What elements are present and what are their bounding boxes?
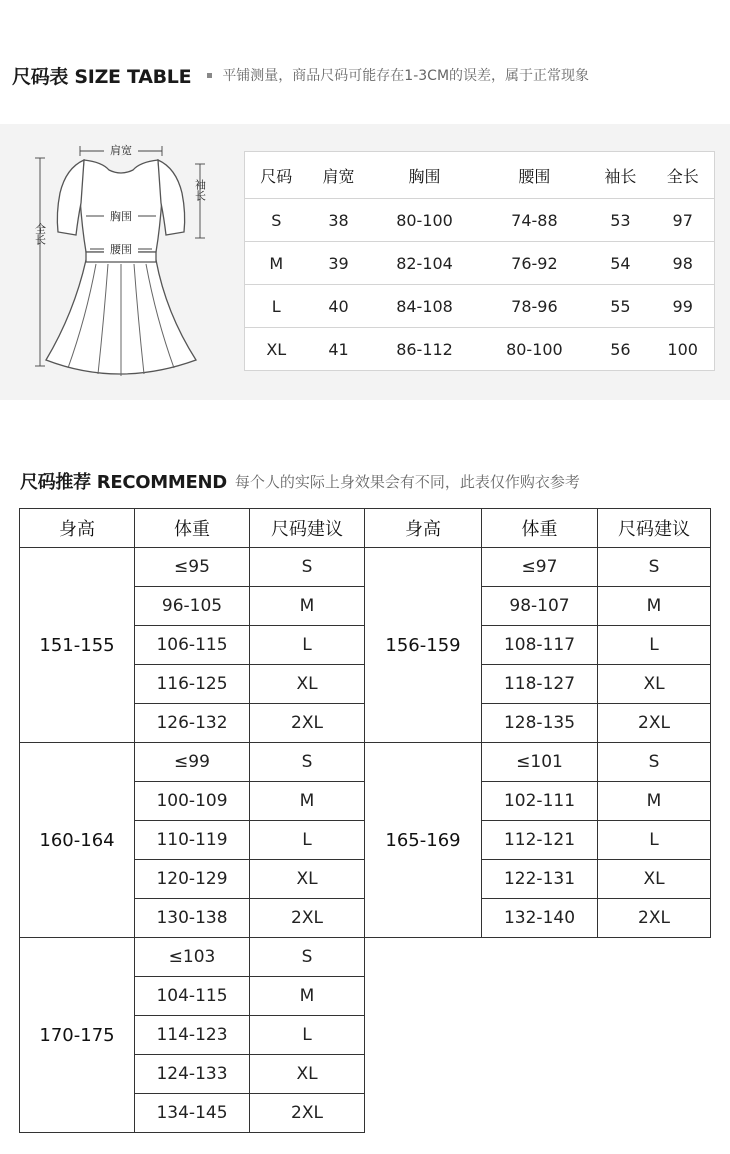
weight-cell: 134-145 bbox=[135, 1094, 250, 1133]
cell: 99 bbox=[651, 285, 714, 328]
recommend-header-row bbox=[20, 509, 711, 548]
recommend-note: 每个人的实际上身效果会有不同，此表仅作购衣参考 bbox=[234, 472, 580, 491]
recommend-header bbox=[20, 466, 580, 496]
size-cell: M bbox=[598, 782, 711, 821]
size-cell: L bbox=[598, 821, 711, 860]
cell: 76-92 bbox=[479, 242, 589, 285]
recommend-table bbox=[19, 508, 711, 1133]
cell: 86-112 bbox=[370, 328, 480, 371]
cell: 78-96 bbox=[479, 285, 589, 328]
size-table-note: 平铺测量，商品尺码可能存在1-3CM的误差，属于正常现象 bbox=[222, 68, 590, 84]
size-table-header bbox=[12, 60, 589, 90]
empty-area bbox=[365, 938, 711, 1133]
header-cell: 肩宽 bbox=[308, 152, 370, 199]
size-cell: L bbox=[598, 626, 711, 665]
size-cell: 2XL bbox=[250, 1094, 365, 1133]
weight-cell: 96-105 bbox=[135, 587, 250, 626]
header-cell: 尺码 bbox=[245, 152, 308, 199]
size-cell: S bbox=[250, 938, 365, 977]
size-row bbox=[245, 285, 715, 328]
weight-cell: ≤97 bbox=[482, 548, 598, 587]
weight-cell: 104-115 bbox=[135, 977, 250, 1016]
weight-cell: ≤95 bbox=[135, 548, 250, 587]
header-cell: 身高 bbox=[20, 509, 135, 548]
cell: 39 bbox=[308, 242, 370, 285]
cell: XL bbox=[245, 328, 308, 371]
dress-diagram bbox=[24, 138, 210, 388]
cell: 56 bbox=[589, 328, 651, 371]
header-cell: 尺码建议 bbox=[598, 509, 711, 548]
recommend-title: 尺码推荐 RECOMMEND bbox=[20, 472, 227, 493]
height-cell: 165-169 bbox=[365, 743, 482, 938]
size-cell: M bbox=[250, 782, 365, 821]
weight-cell: ≤99 bbox=[135, 743, 250, 782]
size-cell: XL bbox=[250, 860, 365, 899]
weight-cell: 132-140 bbox=[482, 899, 598, 938]
weight-cell: ≤103 bbox=[135, 938, 250, 977]
header-cell: 腰围 bbox=[479, 152, 589, 199]
weight-cell: 110-119 bbox=[135, 821, 250, 860]
cell: 40 bbox=[308, 285, 370, 328]
cell: 84-108 bbox=[370, 285, 480, 328]
size-cell: S bbox=[598, 743, 711, 782]
size-cell: S bbox=[250, 743, 365, 782]
header-cell: 袖长 bbox=[589, 152, 651, 199]
header-cell: 身高 bbox=[365, 509, 482, 548]
height-cell: 156-159 bbox=[365, 548, 482, 743]
weight-cell: 122-131 bbox=[482, 860, 598, 899]
size-cell: M bbox=[250, 977, 365, 1016]
table-row bbox=[20, 548, 711, 587]
size-cell: XL bbox=[250, 665, 365, 704]
length-label: 全长 bbox=[33, 223, 47, 245]
size-row bbox=[245, 242, 715, 285]
cell: 41 bbox=[308, 328, 370, 371]
weight-cell: 98-107 bbox=[482, 587, 598, 626]
size-cell: XL bbox=[598, 860, 711, 899]
size-cell: XL bbox=[250, 1055, 365, 1094]
weight-cell: 100-109 bbox=[135, 782, 250, 821]
size-table bbox=[244, 151, 715, 371]
header-cell: 全长 bbox=[651, 152, 714, 199]
size-cell: XL bbox=[598, 665, 711, 704]
size-cell: 2XL bbox=[598, 899, 711, 938]
weight-cell: 130-138 bbox=[135, 899, 250, 938]
cell: 53 bbox=[589, 199, 651, 242]
size-cell: L bbox=[250, 626, 365, 665]
size-row bbox=[245, 328, 715, 371]
cell: 74-88 bbox=[479, 199, 589, 242]
header-cell: 尺码建议 bbox=[250, 509, 365, 548]
header-cell: 体重 bbox=[135, 509, 250, 548]
size-cell: 2XL bbox=[250, 704, 365, 743]
table-row bbox=[20, 938, 711, 977]
header-cell: 体重 bbox=[482, 509, 598, 548]
cell: 55 bbox=[589, 285, 651, 328]
weight-cell: 106-115 bbox=[135, 626, 250, 665]
bullet-icon bbox=[207, 73, 212, 78]
cell: 38 bbox=[308, 199, 370, 242]
size-cell: L bbox=[250, 821, 365, 860]
shoulder-label: 肩宽 bbox=[110, 144, 132, 157]
sleeve-label: 袖长 bbox=[193, 179, 207, 201]
size-table-header-row bbox=[245, 152, 715, 199]
weight-cell: 120-129 bbox=[135, 860, 250, 899]
header-cell: 胸围 bbox=[370, 152, 480, 199]
size-row bbox=[245, 199, 715, 242]
weight-cell: 108-117 bbox=[482, 626, 598, 665]
cell: L bbox=[245, 285, 308, 328]
weight-cell: ≤101 bbox=[482, 743, 598, 782]
height-cell: 170-175 bbox=[20, 938, 135, 1133]
weight-cell: 124-133 bbox=[135, 1055, 250, 1094]
cell: 100 bbox=[651, 328, 714, 371]
cell: 54 bbox=[589, 242, 651, 285]
waist-label: 腰围 bbox=[110, 243, 132, 256]
size-cell: S bbox=[598, 548, 711, 587]
size-table-title: 尺码表 SIZE TABLE bbox=[12, 65, 192, 88]
size-cell: L bbox=[250, 1016, 365, 1055]
cell: 98 bbox=[651, 242, 714, 285]
cell: S bbox=[245, 199, 308, 242]
cell: M bbox=[245, 242, 308, 285]
chest-label: 胸围 bbox=[110, 210, 132, 223]
size-cell: S bbox=[250, 548, 365, 587]
cell: 82-104 bbox=[370, 242, 480, 285]
size-cell: 2XL bbox=[250, 899, 365, 938]
weight-cell: 114-123 bbox=[135, 1016, 250, 1055]
cell: 80-100 bbox=[370, 199, 480, 242]
weight-cell: 112-121 bbox=[482, 821, 598, 860]
size-cell: M bbox=[250, 587, 365, 626]
weight-cell: 126-132 bbox=[135, 704, 250, 743]
weight-cell: 118-127 bbox=[482, 665, 598, 704]
weight-cell: 102-111 bbox=[482, 782, 598, 821]
height-cell: 160-164 bbox=[20, 743, 135, 938]
table-row bbox=[20, 743, 711, 782]
size-cell: 2XL bbox=[598, 704, 711, 743]
height-cell: 151-155 bbox=[20, 548, 135, 743]
cell: 80-100 bbox=[479, 328, 589, 371]
cell: 97 bbox=[651, 199, 714, 242]
size-cell: M bbox=[598, 587, 711, 626]
weight-cell: 116-125 bbox=[135, 665, 250, 704]
weight-cell: 128-135 bbox=[482, 704, 598, 743]
